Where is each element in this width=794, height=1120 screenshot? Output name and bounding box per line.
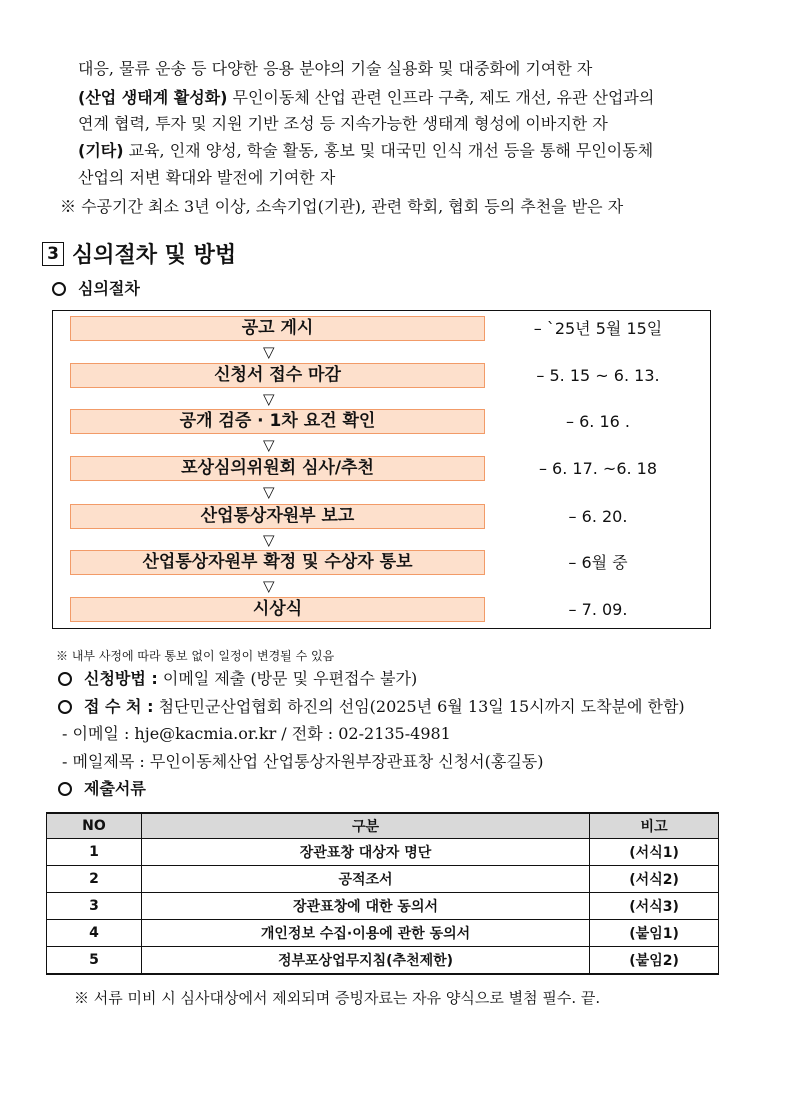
row-no: 1 — [47, 839, 142, 866]
table-row — [47, 920, 719, 947]
submission-recipient-text: 첨단민군산업협회 하진의 선임(2025년 6월 13일 15시까지 도착분에 한함) — [153, 697, 685, 716]
row-remark: (서식3) — [590, 893, 719, 920]
row-remark: (붙임2) — [590, 947, 719, 975]
flow-date-review: – 6. 17. ~6. 18 — [538, 459, 658, 478]
contact-info: - 이메일 : hje@kacmia.or.kr / 전화 : 02-2135-4981 — [62, 724, 451, 743]
header-remarks: 비고 — [590, 813, 719, 839]
row-document: 장관표창에 대한 동의서 — [141, 893, 589, 920]
down-arrow-icon: ▽ — [263, 436, 275, 454]
row-remark: (서식2) — [590, 866, 719, 893]
flow-date-verification: – 6. 16 . — [566, 412, 630, 431]
category-text-ecosystem: 무인이동체 산업 관련 인프라 구축, 제도 개선, 유관 산업과의 — [227, 88, 655, 107]
category-text-other: 교육, 인재 양성, 학술 활동, 홍보 및 대국민 인식 개선 등을 통해 무인이동체 — [123, 141, 654, 160]
row-remark: (서식1) — [590, 839, 719, 866]
row-no: 5 — [47, 947, 142, 975]
circle-bullet-icon — [58, 782, 72, 796]
flow-step-review: 포상심의위원회 심사/추천 — [70, 456, 485, 481]
flow-date-ceremony: – 7. 09. — [568, 600, 628, 619]
table-row — [47, 866, 719, 893]
row-remark: (붙임1) — [590, 920, 719, 947]
table-row — [47, 893, 719, 920]
application-method-label: 신청방법 : — [84, 669, 158, 688]
flow-step-confirmation: 산업통상자원부 확정 및 수상자 통보 — [70, 550, 485, 575]
flow-step-ceremony: 시상식 — [70, 597, 485, 622]
down-arrow-icon: ▽ — [263, 483, 275, 501]
row-document: 개인정보 수집·이용에 관한 동의서 — [141, 920, 589, 947]
procedure-flowchart — [52, 310, 711, 629]
flow-step-announcement: 공고 게시 — [70, 316, 485, 341]
circle-bullet-icon — [52, 282, 66, 296]
down-arrow-icon: ▽ — [263, 577, 275, 595]
application-method — [58, 669, 417, 689]
down-arrow-icon: ▽ — [263, 531, 275, 549]
flow-date-deadline: – 5. 15 ~ 6. 13. — [536, 366, 660, 385]
table-row — [47, 839, 719, 866]
down-arrow-icon: ▽ — [263, 343, 275, 361]
table-row — [47, 947, 719, 975]
documents-table — [46, 812, 719, 975]
row-document: 장관표창 대상자 명단 — [141, 839, 589, 866]
intro-line-5: 산업의 저변 확대와 발전에 기여한 자 — [78, 168, 336, 187]
section-title — [42, 238, 236, 269]
procedure-heading — [52, 279, 140, 299]
row-no: 2 — [47, 866, 142, 893]
flow-date-confirmation: – 6월 중 — [568, 553, 628, 572]
row-document: 정부포상업무지침(추천제한) — [141, 947, 589, 975]
category-label-other: (기타) — [78, 141, 124, 160]
documents-heading-text: 제출서류 — [84, 779, 146, 798]
flow-step-verification: 공개 검증 · 1차 요건 확인 — [70, 409, 485, 434]
intro-line-1: 대응, 물류 운송 등 다양한 응용 분야의 기술 실용화 및 대중화에 기여한 자 — [78, 59, 593, 78]
table-header-row — [47, 813, 719, 839]
procedure-heading-text: 심의절차 — [78, 279, 140, 298]
submission-recipient-label: 접 수 처 : — [84, 697, 154, 716]
header-no: NO — [47, 813, 142, 839]
application-method-text: 이메일 제출 (방문 및 우편접수 불가) — [157, 669, 418, 688]
circle-bullet-icon — [58, 700, 72, 714]
section-title-text: 심의절차 및 방법 — [72, 243, 237, 268]
circle-bullet-icon — [58, 672, 72, 686]
category-label-ecosystem: (산업 생태계 활성화) — [78, 88, 228, 107]
schedule-change-note: ※ 내부 사정에 따라 통보 없이 일정이 변경될 수 있음 — [56, 649, 335, 663]
flow-date-report: – 6. 20. — [568, 507, 628, 526]
intro-line-4 — [78, 141, 653, 161]
submission-recipient — [58, 697, 685, 717]
flow-date-announcement: – `25년 5월 15일 — [533, 319, 663, 338]
section-number: 3 — [42, 242, 64, 266]
documents-heading — [58, 779, 146, 799]
header-category: 구분 — [141, 813, 589, 839]
flow-step-deadline: 신청서 접수 마감 — [70, 363, 485, 388]
mail-subject-format: - 메일제목 : 무인이동체산업 산업통상자원부장관표창 신청서(홍길동) — [62, 752, 544, 771]
row-no: 3 — [47, 893, 142, 920]
intro-line-3: 연계 협력, 투자 및 지원 기반 조성 등 지속가능한 생태계 형성에 이바지한 자 — [78, 114, 608, 133]
row-no: 4 — [47, 920, 142, 947]
row-document: 공적조서 — [141, 866, 589, 893]
flow-step-report: 산업통상자원부 보고 — [70, 504, 485, 529]
final-note: ※ 서류 미비 시 심사대상에서 제외되며 증빙자료는 자유 양식으로 별첨 필수. 끝. — [74, 989, 601, 1007]
intro-line-2 — [78, 88, 654, 108]
down-arrow-icon: ▽ — [263, 390, 275, 408]
eligibility-note: ※ 수공기간 최소 3년 이상, 소속기업(기관), 관련 학회, 협회 등의 추천을 받은 자 — [60, 197, 624, 216]
